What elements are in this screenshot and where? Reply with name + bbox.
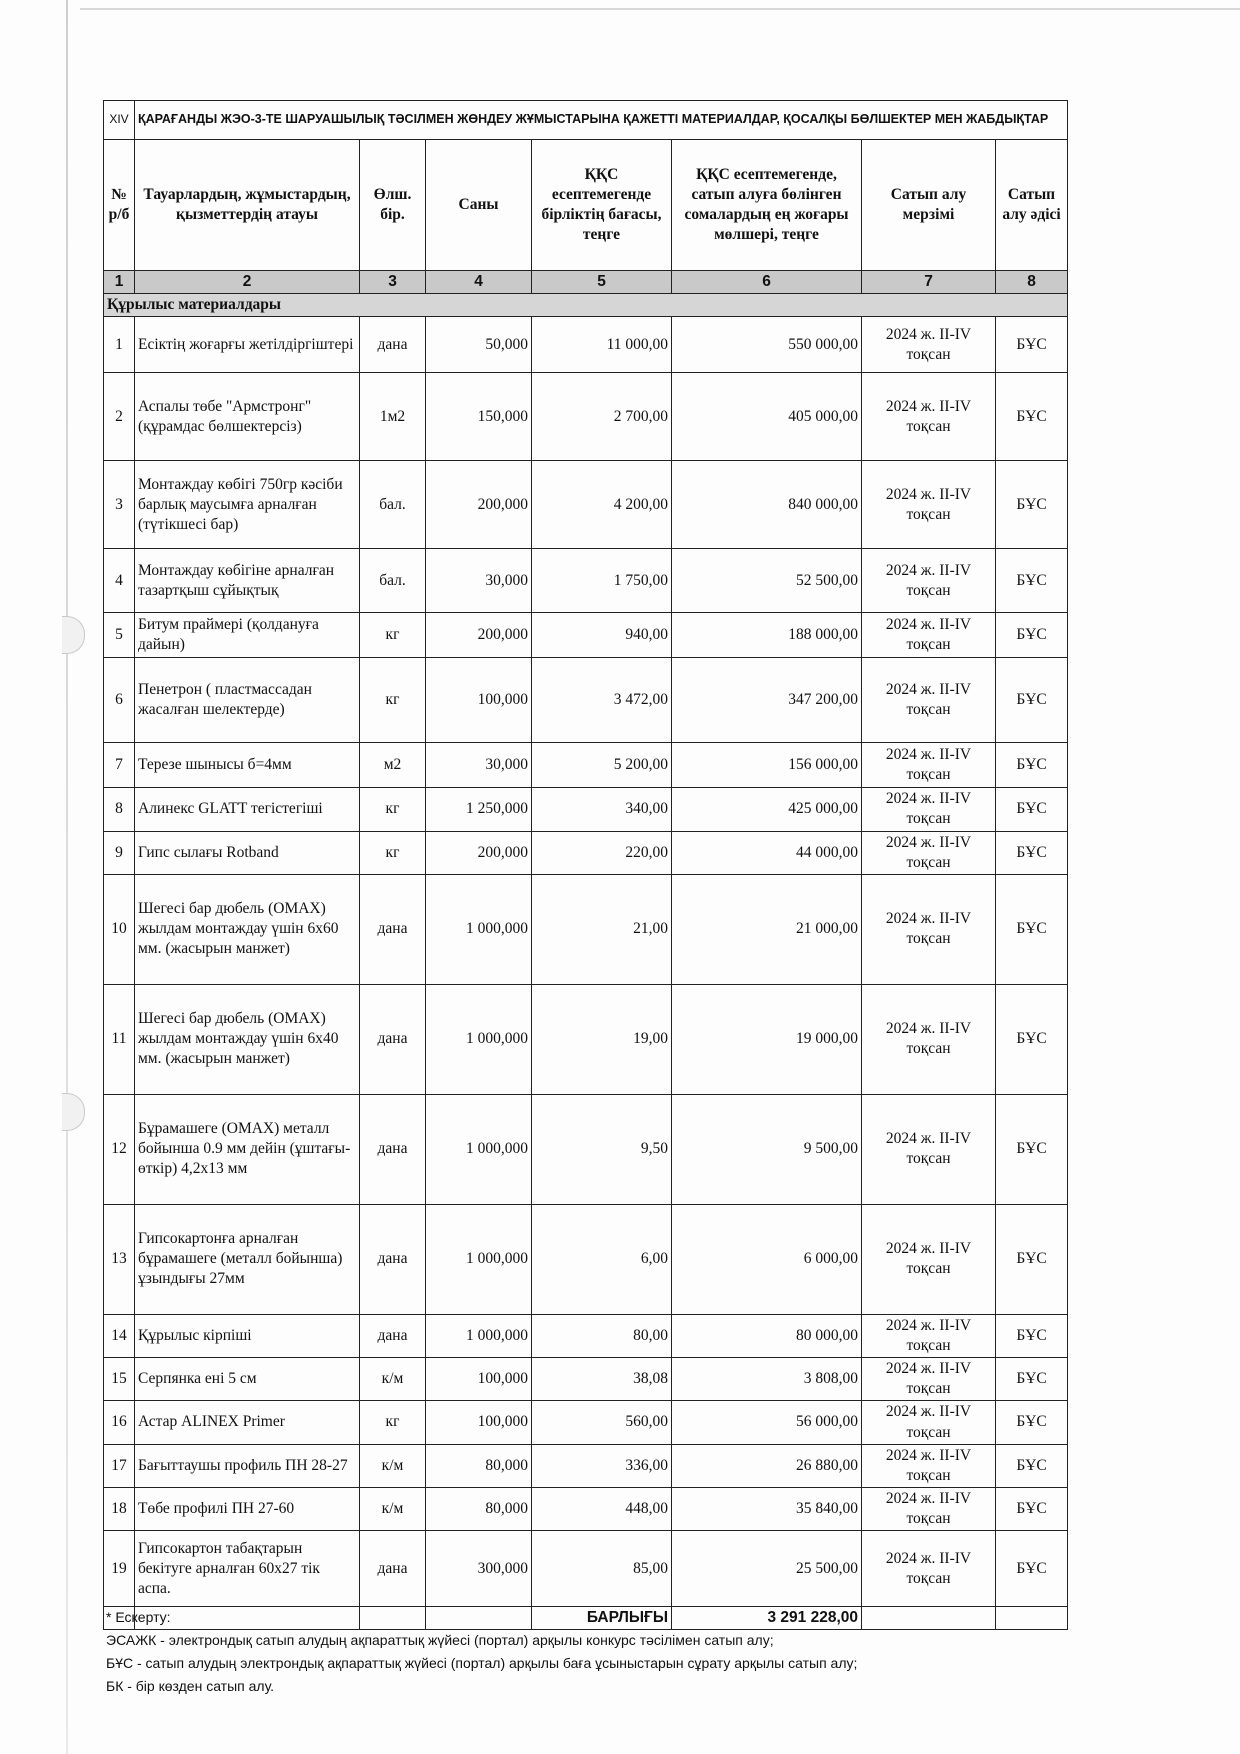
- row-number: 4: [104, 549, 135, 613]
- unit: к/м: [360, 1487, 426, 1530]
- unit-price: 4 200,00: [532, 461, 672, 549]
- table-row: [104, 373, 1068, 461]
- table-row: [104, 1444, 1068, 1487]
- table-row: [104, 1531, 1068, 1607]
- unit: бал.: [360, 461, 426, 549]
- header-cell: Тауарлардың, жұмыстардың, қызметтердің атауы: [135, 140, 360, 271]
- header-cell: ҚҚС есептемегенде, сатып алуға бөлінген сомалардың ең жоғары мөлшері, теңге: [672, 140, 862, 271]
- purchase-period: 2024 ж. II-IV тоқсан: [862, 788, 996, 831]
- table-row: [104, 1204, 1068, 1314]
- column-number: 6: [672, 271, 862, 294]
- unit-price: 21,00: [532, 874, 672, 984]
- quantity: 30,000: [426, 743, 532, 788]
- header-cell: № р/б: [104, 140, 135, 271]
- quantity: 30,000: [426, 549, 532, 613]
- unit: кг: [360, 831, 426, 874]
- unit-price: 940,00: [532, 613, 672, 658]
- quantity: 80,000: [426, 1444, 532, 1487]
- item-name: Бұрамашеге (OMAX) металл бойынша 0.9 мм дейін (ұштағы- өткір) 4,2х13 мм: [135, 1094, 360, 1204]
- max-amount: 405 000,00: [672, 373, 862, 461]
- quantity: 200,000: [426, 831, 532, 874]
- unit-price: 3 472,00: [532, 658, 672, 743]
- section-number: XIV: [104, 101, 135, 140]
- table-row: [104, 1358, 1068, 1401]
- scan-edge: [66, 0, 68, 1754]
- purchase-period: 2024 ж. II-IV тоқсан: [862, 743, 996, 788]
- row-number: 17: [104, 1444, 135, 1487]
- item-name: Құрылыс кірпіші: [135, 1314, 360, 1357]
- unit-price: 6,00: [532, 1204, 672, 1314]
- row-number: 7: [104, 743, 135, 788]
- max-amount: 156 000,00: [672, 743, 862, 788]
- max-amount: 44 000,00: [672, 831, 862, 874]
- category-row: [104, 294, 1068, 317]
- unit: к/м: [360, 1358, 426, 1401]
- unit: 1м2: [360, 373, 426, 461]
- purchase-period: 2024 ж. II-IV тоқсан: [862, 1094, 996, 1204]
- item-name: Шегесі бар дюбель (OMAX) жылдам монтаждау үшін 6х40 мм. (жасырын манжет): [135, 984, 360, 1094]
- footnote-line: БҰС - сатып алудың электрондық ақпараттық жүйесі (портал) арқылы баға ұсыныстарын сұрату арқылы сатып алу;: [106, 1655, 858, 1671]
- unit-price: 560,00: [532, 1401, 672, 1444]
- quantity: 1 000,000: [426, 984, 532, 1094]
- row-number: 2: [104, 373, 135, 461]
- unit: дана: [360, 874, 426, 984]
- purchase-period: 2024 ж. II-IV тоқсан: [862, 831, 996, 874]
- purchase-period: 2024 ж. II-IV тоқсан: [862, 1204, 996, 1314]
- quantity: 1 000,000: [426, 874, 532, 984]
- quantity: 1 000,000: [426, 1094, 532, 1204]
- purchase-period: 2024 ж. II-IV тоқсан: [862, 874, 996, 984]
- quantity: 200,000: [426, 461, 532, 549]
- row-number: 3: [104, 461, 135, 549]
- purchase-method: БҰС: [996, 373, 1068, 461]
- purchase-method: БҰС: [996, 788, 1068, 831]
- row-number: 19: [104, 1531, 135, 1607]
- item-name: Битум праймері (қолдануға дайын): [135, 613, 360, 658]
- footnote-line: ЭСАЖК - электрондық сатып алудың ақпараттық жүйесі (портал) арқылы конкурс тәсілімен сатып алу;: [106, 1632, 774, 1648]
- unit: кг: [360, 658, 426, 743]
- row-number: 18: [104, 1487, 135, 1530]
- quantity: 150,000: [426, 373, 532, 461]
- unit-price: 1 750,00: [532, 549, 672, 613]
- header-cell: Саны: [426, 140, 532, 271]
- unit: дана: [360, 1204, 426, 1314]
- purchase-method: БҰС: [996, 461, 1068, 549]
- unit: дана: [360, 984, 426, 1094]
- item-name: Аспалы төбе "Армстронг" (құрамдас бөлшектерсіз): [135, 373, 360, 461]
- purchase-method: БҰС: [996, 1531, 1068, 1607]
- column-number: 1: [104, 271, 135, 294]
- item-name: Гипсокартон табақтарын бекітуге арналған 60х27 тік аспа.: [135, 1531, 360, 1607]
- purchase-period: 2024 ж. II-IV тоқсан: [862, 373, 996, 461]
- punch-hole: [62, 1093, 85, 1131]
- max-amount: 52 500,00: [672, 549, 862, 613]
- max-amount: 188 000,00: [672, 613, 862, 658]
- quantity: 1 250,000: [426, 788, 532, 831]
- unit-price: 19,00: [532, 984, 672, 1094]
- unit-price: 340,00: [532, 788, 672, 831]
- quantity: 300,000: [426, 1531, 532, 1607]
- unit: дана: [360, 1314, 426, 1357]
- purchase-period: 2024 ж. II-IV тоқсан: [862, 1531, 996, 1607]
- unit: дана: [360, 1094, 426, 1204]
- item-name: Гипс сылағы Rotband: [135, 831, 360, 874]
- unit: кг: [360, 613, 426, 658]
- max-amount: 425 000,00: [672, 788, 862, 831]
- unit-price: 2 700,00: [532, 373, 672, 461]
- unit: бал.: [360, 549, 426, 613]
- unit-price: 80,00: [532, 1314, 672, 1357]
- section-title: ҚАРАҒАНДЫ ЖЭО-3-ТЕ ШАРУАШЫЛЫҚ ТӘСІЛМЕН ЖӨНДЕУ ЖҰМЫСТАРЫНА ҚАЖЕТТІ МАТЕРИАЛДАР, ҚОСАЛҚЫ БӨЛШЕКТЕР МЕН ЖАБДЫҚТАР: [135, 101, 1068, 140]
- purchase-period: 2024 ж. II-IV тоқсан: [862, 317, 996, 373]
- purchase-period: 2024 ж. II-IV тоқсан: [862, 1444, 996, 1487]
- header-cell: Өлш. бір.: [360, 140, 426, 271]
- purchase-method: БҰС: [996, 984, 1068, 1094]
- max-amount: 80 000,00: [672, 1314, 862, 1357]
- purchase-method: БҰС: [996, 1444, 1068, 1487]
- item-name: Гипсокартонға арналған бұрамашеге (металл бойынша) ұзындығы 27мм: [135, 1204, 360, 1314]
- purchase-method: БҰС: [996, 1487, 1068, 1530]
- unit: дана: [360, 317, 426, 373]
- purchase-period: 2024 ж. II-IV тоқсан: [862, 613, 996, 658]
- header-cell: Сатып алу әдісі: [996, 140, 1068, 271]
- max-amount: 347 200,00: [672, 658, 862, 743]
- max-amount: 19 000,00: [672, 984, 862, 1094]
- total-label: БАРЛЫҒЫ: [532, 1607, 672, 1630]
- purchase-period: 2024 ж. II-IV тоқсан: [862, 1314, 996, 1357]
- unit: м2: [360, 743, 426, 788]
- scan-top-edge: [80, 8, 1240, 10]
- purchase-period: 2024 ж. II-IV тоқсан: [862, 461, 996, 549]
- quantity: 100,000: [426, 658, 532, 743]
- column-number: 3: [360, 271, 426, 294]
- purchase-method: БҰС: [996, 1314, 1068, 1357]
- purchase-method: БҰС: [996, 549, 1068, 613]
- purchase-method: БҰС: [996, 1204, 1068, 1314]
- row-number: 9: [104, 831, 135, 874]
- max-amount: 6 000,00: [672, 1204, 862, 1314]
- max-amount: 35 840,00: [672, 1487, 862, 1530]
- unit-price: 448,00: [532, 1487, 672, 1530]
- item-name: Терезе шынысы б=4мм: [135, 743, 360, 788]
- table-row: [104, 1314, 1068, 1357]
- row-number: 11: [104, 984, 135, 1094]
- table-row: [104, 874, 1068, 984]
- max-amount: 21 000,00: [672, 874, 862, 984]
- footnotes: [106, 1606, 1106, 1698]
- item-name: Алинекс GLATT тегістегіші: [135, 788, 360, 831]
- column-number: 4: [426, 271, 532, 294]
- row-number: 8: [104, 788, 135, 831]
- row-number: 13: [104, 1204, 135, 1314]
- purchase-period: 2024 ж. II-IV тоқсан: [862, 1358, 996, 1401]
- purchase-method: БҰС: [996, 831, 1068, 874]
- row-number: 5: [104, 613, 135, 658]
- section-row: [104, 101, 1068, 140]
- item-name: Серпянка ені 5 см: [135, 1358, 360, 1401]
- quantity: 50,000: [426, 317, 532, 373]
- quantity: 80,000: [426, 1487, 532, 1530]
- row-number: 6: [104, 658, 135, 743]
- header-row: [104, 140, 1068, 271]
- table-row: [104, 1487, 1068, 1530]
- row-number: 1: [104, 317, 135, 373]
- table-row: [104, 1094, 1068, 1204]
- unit: кг: [360, 788, 426, 831]
- purchase-method: БҰС: [996, 658, 1068, 743]
- purchase-period: 2024 ж. II-IV тоқсан: [862, 1401, 996, 1444]
- column-number-row: [104, 271, 1068, 294]
- column-number: 2: [135, 271, 360, 294]
- column-number: 5: [532, 271, 672, 294]
- row-number: 10: [104, 874, 135, 984]
- max-amount: 9 500,00: [672, 1094, 862, 1204]
- table-row: [104, 743, 1068, 788]
- max-amount: 550 000,00: [672, 317, 862, 373]
- header-cell: Сатып алу мерзімі: [862, 140, 996, 271]
- unit-price: 9,50: [532, 1094, 672, 1204]
- unit-price: 85,00: [532, 1531, 672, 1607]
- max-amount: 25 500,00: [672, 1531, 862, 1607]
- table-row: [104, 1401, 1068, 1444]
- purchase-period: 2024 ж. II-IV тоқсан: [862, 984, 996, 1094]
- column-number: 7: [862, 271, 996, 294]
- row-number: 16: [104, 1401, 135, 1444]
- quantity: 100,000: [426, 1401, 532, 1444]
- column-number: 8: [996, 271, 1068, 294]
- purchase-method: БҰС: [996, 743, 1068, 788]
- quantity: 200,000: [426, 613, 532, 658]
- purchase-method: БҰС: [996, 1401, 1068, 1444]
- row-number: 12: [104, 1094, 135, 1204]
- unit-price: 11 000,00: [532, 317, 672, 373]
- item-name: Шегесі бар дюбель (OMAX) жылдам монтаждау үшін 6х60 мм. (жасырын манжет): [135, 874, 360, 984]
- total-value: 3 291 228,00: [672, 1607, 862, 1630]
- quantity: 1 000,000: [426, 1204, 532, 1314]
- max-amount: 3 808,00: [672, 1358, 862, 1401]
- item-name: Астар ALINEX Primer: [135, 1401, 360, 1444]
- row-number: 14: [104, 1314, 135, 1357]
- max-amount: 56 000,00: [672, 1401, 862, 1444]
- item-name: Пенетрон ( пластмассадан жасалған шелектерде): [135, 658, 360, 743]
- item-name: Есіктің жоғарғы жетілдіргіштері: [135, 317, 360, 373]
- table-row: [104, 549, 1068, 613]
- item-name: Монтаждау көбігіне арналған тазартқыш сұйықтық: [135, 549, 360, 613]
- footnote-heading: * Ескерту:: [106, 1609, 171, 1625]
- punch-hole: [62, 616, 85, 654]
- unit-price: 220,00: [532, 831, 672, 874]
- unit: к/м: [360, 1444, 426, 1487]
- quantity: 100,000: [426, 1358, 532, 1401]
- table-row: [104, 788, 1068, 831]
- table-row: [104, 317, 1068, 373]
- purchase-method: БҰС: [996, 874, 1068, 984]
- table-row: [104, 658, 1068, 743]
- purchase-method: БҰС: [996, 613, 1068, 658]
- row-number: 15: [104, 1358, 135, 1401]
- item-name: Төбе профилі ПН 27-60: [135, 1487, 360, 1530]
- header-cell: ҚҚС есептемегенде бірліктің бағасы, теңге: [532, 140, 672, 271]
- unit: дана: [360, 1531, 426, 1607]
- purchase-period: 2024 ж. II-IV тоқсан: [862, 1487, 996, 1530]
- table-row: [104, 613, 1068, 658]
- max-amount: 26 880,00: [672, 1444, 862, 1487]
- table-row: [104, 461, 1068, 549]
- unit: кг: [360, 1401, 426, 1444]
- purchase-method: БҰС: [996, 1358, 1068, 1401]
- item-name: Бағыттаушы профиль ПН 28-27: [135, 1444, 360, 1487]
- unit-price: 38,08: [532, 1358, 672, 1401]
- procurement-table: [103, 100, 1068, 1630]
- item-name: Монтаждау көбігі 750гр кәсіби барлық маусымға арналған (түтікшесі бар): [135, 461, 360, 549]
- unit-price: 336,00: [532, 1444, 672, 1487]
- max-amount: 840 000,00: [672, 461, 862, 549]
- category-title: Құрылыс материалдары: [104, 294, 1068, 317]
- purchase-method: БҰС: [996, 1094, 1068, 1204]
- table-row: [104, 831, 1068, 874]
- purchase-period: 2024 ж. II-IV тоқсан: [862, 549, 996, 613]
- quantity: 1 000,000: [426, 1314, 532, 1357]
- footnote-line: БК - бір көзден сатып алу.: [106, 1678, 275, 1694]
- unit-price: 5 200,00: [532, 743, 672, 788]
- table-row: [104, 984, 1068, 1094]
- purchase-method: БҰС: [996, 317, 1068, 373]
- purchase-period: 2024 ж. II-IV тоқсан: [862, 658, 996, 743]
